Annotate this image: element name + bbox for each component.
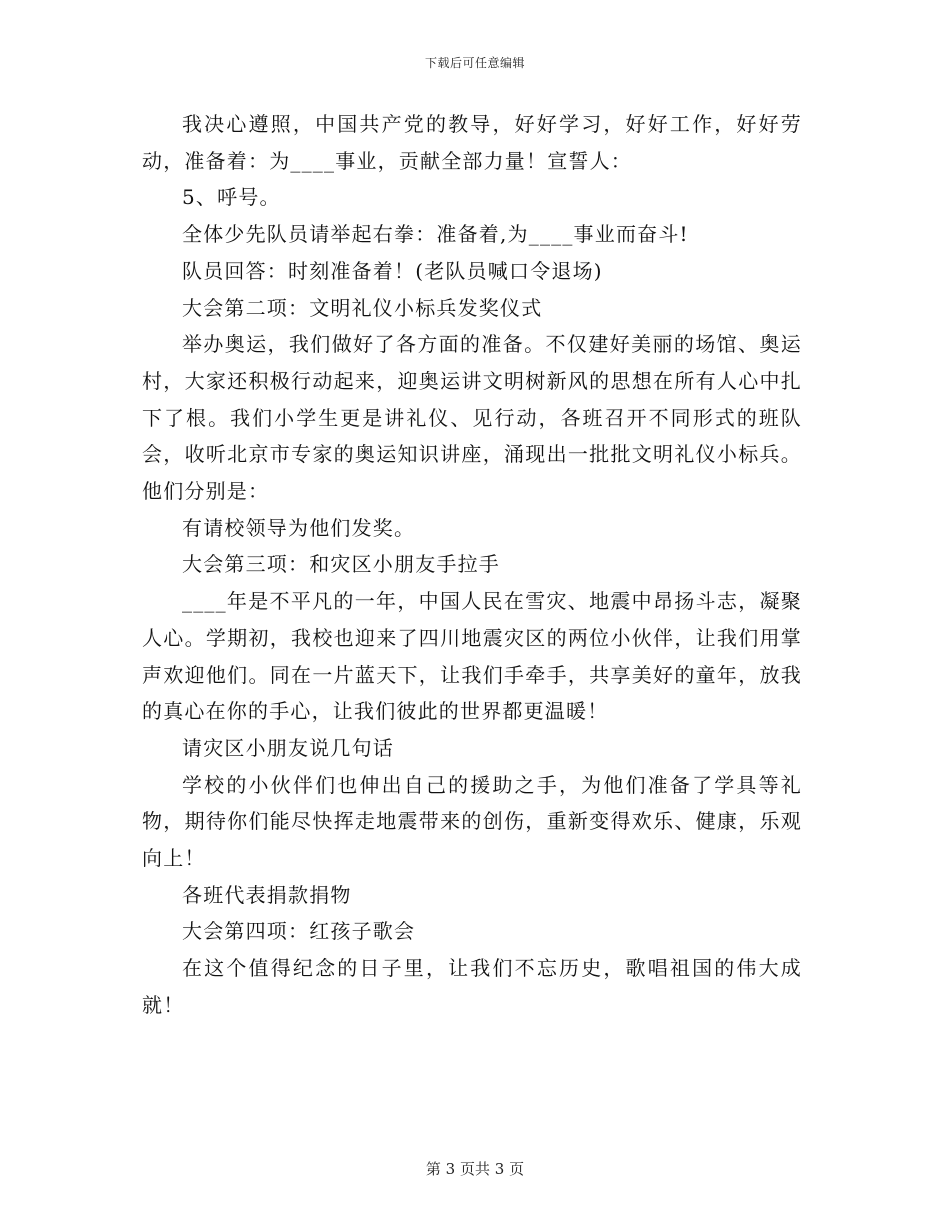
paragraph-children-speak: 请灾区小朋友说几句话 xyxy=(182,735,394,760)
paragraph-item-three-heading: 大会第三项：和灾区小朋友手拉手 xyxy=(182,552,500,577)
paragraph-item-two-heading: 大会第二项：文明礼仪小标兵发奖仪式 xyxy=(182,295,543,320)
page-header: 下载后可任意编辑 xyxy=(424,56,525,70)
paragraph-slogan-call: 全体少先队员请举起右拳：准备着,为____事业而奋斗! xyxy=(182,222,689,247)
paragraph-slogan-response: 队员回答：时刻准备着！(老队员喊口令退场) xyxy=(182,258,603,283)
paragraph-slogan-heading: 5、呼号。 xyxy=(182,185,281,210)
paragraph-donation: 各班代表捐款捐物 xyxy=(182,882,352,907)
paragraph-award-invite: 有请校领导为他们发奖。 xyxy=(182,515,416,540)
paragraph-olympics: 举办奥运，我们做好了各方面的准备。不仅建好美丽的场馆、奥运村，大家还积极行动起来，迎奥运讲文明树新风的思想在所有人心中扎下了根。我们小学生更是讲礼仪、见行动，各班召开不同形式的班队会，收听北京市专家的奥运知识讲座，涌现出一批批文明礼仪小标兵。他们分别是： xyxy=(142,332,802,504)
paragraph-closing: 在这个值得纪念的日子里，让我们不忘历史，歌唱祖国的伟大成就！ xyxy=(142,956,802,1017)
page-footer: 第 3 页共 3 页 xyxy=(425,1160,525,1178)
document-body xyxy=(142,106,802,1024)
paragraph-item-four-heading: 大会第四项：红孩子歌会 xyxy=(182,919,416,944)
paragraph-disaster-year: ____年是不平凡的一年，中国人民在雪灾、地震中昂扬斗志，凝聚人心。学期初，我校也迎来了四川地震灾区的两位小伙伴，让我们用掌声欢迎他们。同在一片蓝天下，让我们手牵手，共享美好的童年，放我的真心在你的手心，让我们彼此的世界都更温暖！ xyxy=(142,589,802,724)
paragraph-pledge: 我决心遵照，中国共产党的教导，好好学习，好好工作，好好劳动，准备着：为____事业，贡献全部力量！宣誓人： xyxy=(142,112,802,173)
paragraph-school-help: 学校的小伙伴们也伸出自己的援助之手，为他们准备了学具等礼物，期待你们能尽快挥走地震带来的创伤，重新变得欢乐、健康，乐观向上！ xyxy=(142,772,802,871)
